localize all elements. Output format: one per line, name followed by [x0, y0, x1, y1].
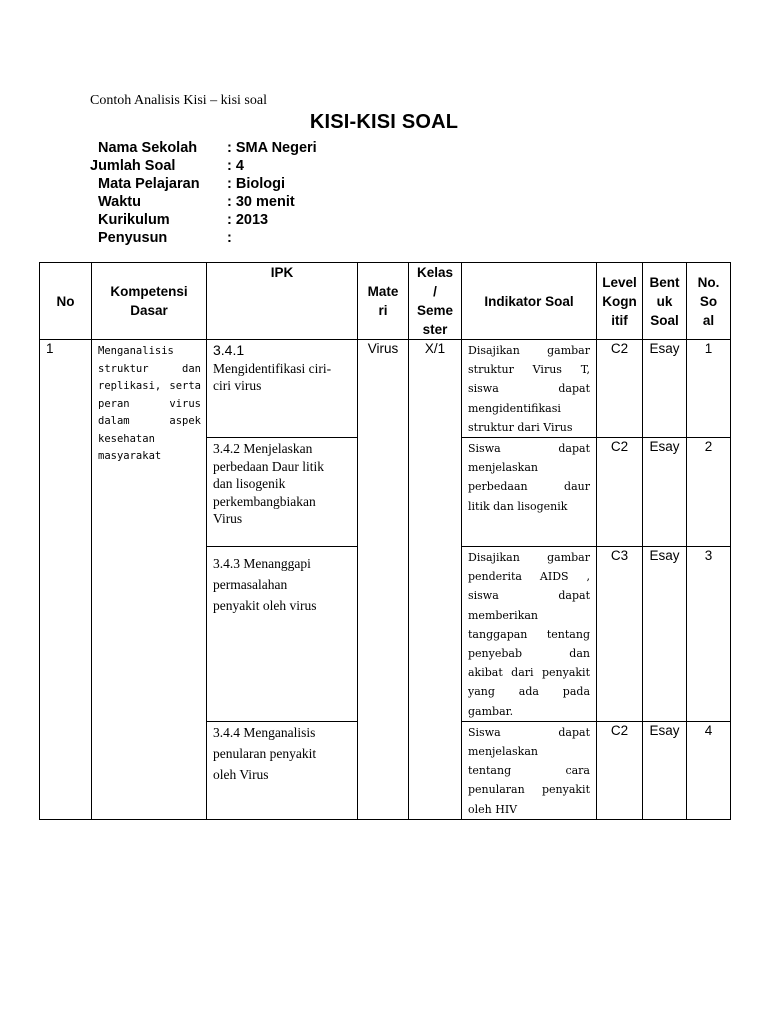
kd-line: Menganalisis: [98, 345, 174, 357]
no-soal-cell: 2: [687, 438, 731, 547]
no-soal-cell: 1: [687, 340, 731, 438]
meta-label: Mata Pelajaran: [98, 176, 200, 192]
indikator-cell: [462, 438, 597, 547]
kompetensi-dasar-cell: [92, 340, 207, 820]
header-line: ster: [422, 322, 448, 337]
header-line: Mate: [367, 284, 399, 299]
kisi-kisi-table: [39, 262, 731, 820]
indikator-line: tentang cara: [468, 764, 590, 778]
indikator-line: oleh HIV: [468, 802, 518, 816]
header-line: Dasar: [130, 303, 168, 318]
indikator-line: litik dan lisogenik: [468, 499, 568, 513]
indikator-line: menjelaskan: [468, 745, 538, 759]
header-line: itif: [611, 312, 628, 328]
indikator-line: Siswa dapat: [468, 442, 590, 456]
indikator-line: penderita AIDS ,: [468, 570, 590, 584]
kd-line: dalam aspek: [98, 415, 201, 427]
materi-cell: Virus: [358, 340, 409, 820]
ipk-cell: [207, 340, 358, 438]
bentuk-cell: Esay: [643, 438, 687, 547]
ipk-line: penularan penyakit: [213, 745, 317, 761]
identity-block: [90, 139, 317, 247]
header-line: uk: [656, 293, 673, 309]
no-soal-cell: 3: [687, 547, 731, 722]
row-number: 1: [40, 340, 92, 820]
header-ipk: IPK: [207, 263, 358, 340]
indikator-line: tanggapan tentang: [468, 627, 590, 641]
ipk-cell: [207, 547, 358, 722]
indikator-line: struktur dari Virus: [468, 420, 573, 434]
meta-label: Waktu: [98, 194, 141, 210]
ipk-line: dan lisogenik: [213, 476, 286, 492]
indikator-line: menjelaskan: [468, 461, 538, 475]
level-cell: C2: [597, 340, 643, 438]
indikator-line: penyebab dan: [468, 647, 590, 661]
meta-label: Nama Sekolah: [98, 140, 198, 156]
meta-value: : 4: [227, 158, 244, 174]
indikator-line: siswa dapat: [468, 589, 590, 603]
indikator-line: memberikan: [468, 608, 539, 622]
indikator-line: penularan penyakit: [468, 783, 590, 797]
kd-line: kesehatan: [98, 432, 155, 445]
indikator-line: mengidentifikasi: [468, 401, 561, 415]
indikator-line: struktur Virus T,: [468, 363, 590, 377]
kd-line: peran virus: [98, 397, 201, 410]
ipk-line: Virus: [213, 511, 243, 527]
header-line: al: [702, 312, 715, 328]
ipk-line: 3.4.2 Menjelaskan: [213, 441, 313, 457]
indikator-line: gambar.: [468, 704, 514, 718]
ipk-line: perbedaan Daur litik: [213, 458, 324, 474]
header-line: Kompetensi: [110, 284, 188, 299]
indikator-line: Disajikan gambar: [468, 344, 590, 357]
level-cell: C2: [597, 438, 643, 547]
header-level-kognitif: [597, 263, 643, 340]
document-caption: Contoh Analisis Kisi – kisi soal: [90, 93, 267, 108]
header-indikator-soal: Indikator Soal: [462, 263, 597, 340]
kd-line: masyarakat: [98, 450, 162, 462]
ipk-line: 3.4.3 Menanggapi: [213, 556, 311, 572]
indikator-line: yang ada pada: [468, 685, 590, 699]
header-line: Soal: [650, 312, 679, 328]
ipk-cell: [207, 721, 358, 819]
indikator-line: Disajikan gambar: [468, 551, 590, 565]
bentuk-cell: Esay: [643, 340, 687, 438]
header-line: ri: [378, 303, 388, 318]
header-line: Bent: [649, 274, 680, 290]
bentuk-cell: Esay: [643, 721, 687, 819]
meta-value: : 30 menit: [227, 194, 295, 210]
indikator-cell: [462, 340, 597, 438]
meta-label: Kurikulum: [98, 212, 170, 228]
ipk-line: ciri virus: [213, 378, 262, 393]
header-materi: [358, 263, 409, 340]
meta-row-count: [90, 157, 317, 175]
indikator-line: siswa dapat: [468, 382, 590, 396]
ipk-cell: [207, 438, 358, 547]
kd-line: struktur dan: [98, 362, 201, 375]
ipk-line: penyakit oleh virus: [213, 598, 317, 614]
kd-line: replikasi, serta: [98, 380, 201, 392]
header-line: Kelas: [416, 265, 454, 280]
meta-row-time: [90, 193, 317, 211]
ipk-line: Mengidentifikasi ciri-: [213, 360, 332, 376]
level-cell: C3: [597, 547, 643, 722]
header-kompetensi-dasar: [92, 263, 207, 340]
level-cell: C2: [597, 721, 643, 819]
header-row: [40, 263, 731, 340]
header-line: No.: [697, 274, 720, 290]
meta-label: Penyusun: [98, 230, 168, 246]
bentuk-cell: Esay: [643, 547, 687, 722]
meta-value: : 2013: [227, 212, 269, 228]
kelas-cell: X/1: [409, 340, 462, 820]
indikator-line: akibat dari penyakit: [468, 666, 590, 680]
header-no-soal: [687, 263, 731, 340]
ipk-line: permasalahan: [213, 577, 288, 593]
indikator-line: Siswa dapat: [468, 725, 590, 739]
meta-row-curriculum: [90, 211, 317, 229]
meta-row-school: [90, 139, 317, 157]
ipk-line: perkembangbiakan: [213, 493, 316, 509]
header-kelas-semester: [409, 263, 462, 340]
ipk-number: 3.4.1: [213, 342, 245, 358]
meta-row-subject: [90, 175, 317, 193]
indikator-cell: [462, 547, 597, 722]
header-bentuk-soal: [643, 263, 687, 340]
header-line: /: [433, 284, 437, 299]
indikator-line: perbedaan daur: [468, 480, 590, 494]
no-soal-cell: 4: [687, 721, 731, 819]
ipk-line: 3.4.4 Menganalisis: [213, 724, 316, 740]
meta-label: Jumlah Soal: [90, 158, 176, 174]
meta-value: : Biologi: [227, 176, 285, 192]
document-title: KISI-KISI SOAL: [309, 111, 459, 133]
header-no: No: [40, 263, 92, 340]
indikator-cell: [462, 721, 597, 819]
header-line: Seme: [416, 303, 454, 318]
header-line: Kogn: [602, 293, 637, 309]
ipk-line: oleh Virus: [213, 766, 269, 782]
table-row: [40, 340, 731, 438]
header-line: Level: [602, 274, 637, 290]
meta-row-author: [90, 229, 317, 247]
meta-value: :: [227, 230, 232, 246]
meta-value: : SMA Negeri: [227, 140, 317, 156]
header-line: So: [699, 293, 718, 309]
